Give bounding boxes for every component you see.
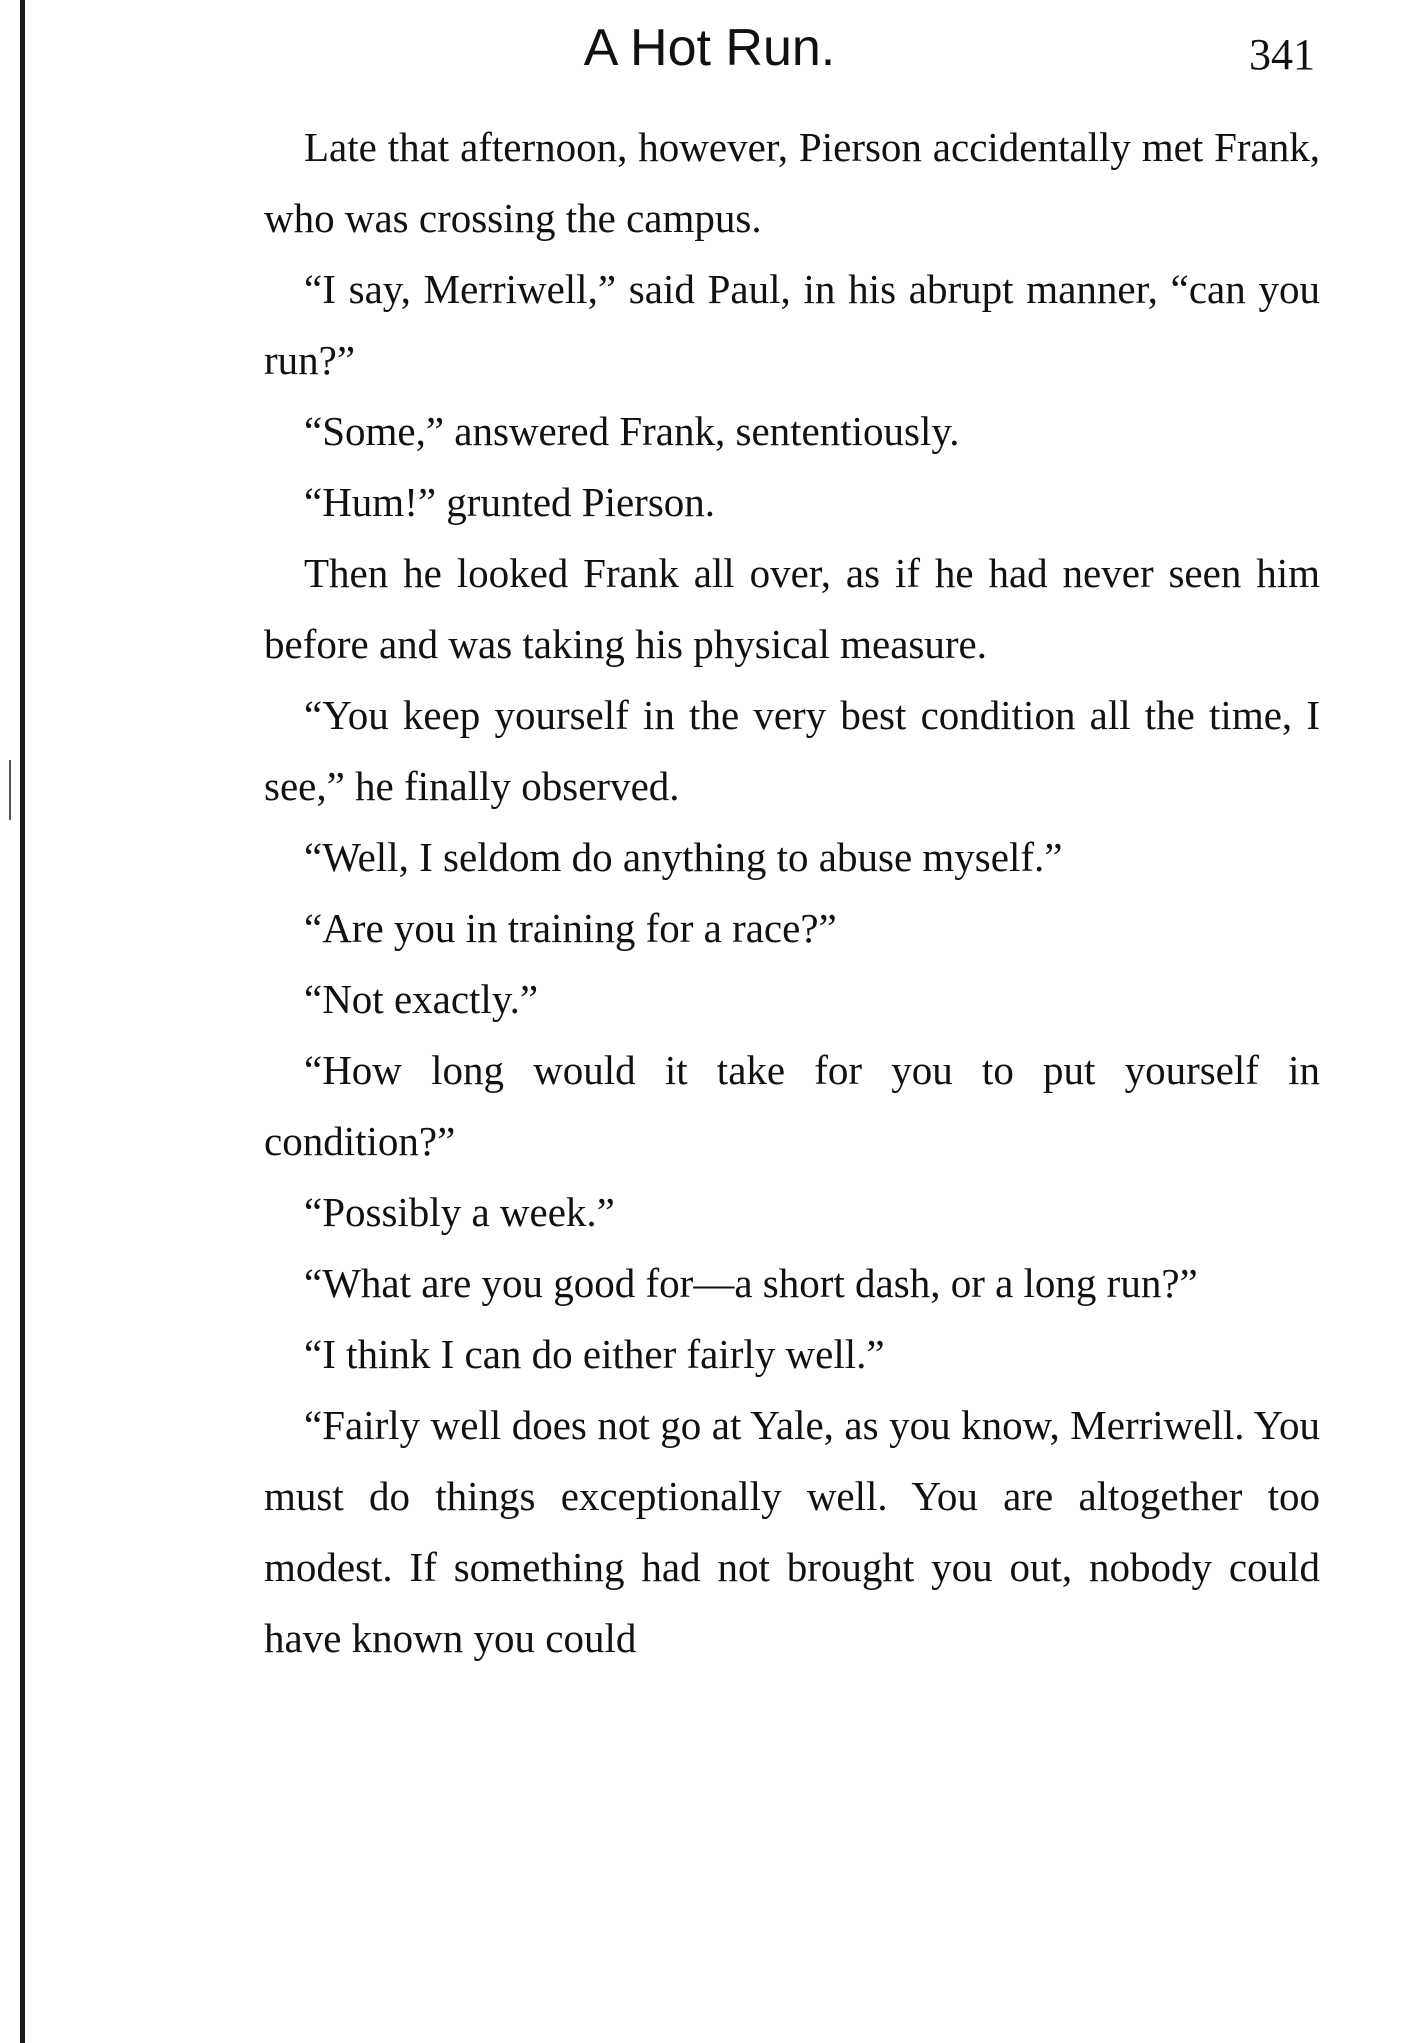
paragraph: “Not exactly.” — [304, 976, 539, 1022]
page-number: 341 — [1249, 30, 1315, 79]
paragraph: “Hum!” grunted Pierson. — [304, 479, 716, 525]
paragraph: Then he looked Frank all over, as if he had never seen him before and was taking his physical measure. — [264, 550, 1320, 667]
running-title: A Hot Run. — [583, 19, 836, 77]
paragraph: “Some,” answered Frank, sententiously. — [304, 408, 960, 454]
paragraph: “Are you in training for a race?” — [304, 905, 837, 951]
paragraph: “What are you good for—a short dash, or a long run?” — [304, 1260, 1198, 1306]
paragraph: “You keep yourself in the very best condition all the time, I see,” he finally observed. — [264, 692, 1320, 809]
paragraph: “I think I can do either fairly well.” — [304, 1331, 885, 1377]
paragraph: “How long would it take for you to put yourself in condition?” — [264, 1047, 1320, 1164]
page-header — [0, 8, 1419, 78]
body-text — [264, 112, 1320, 1674]
page-binding-mark — [9, 760, 11, 820]
paragraph: “Possibly a week.” — [304, 1189, 615, 1235]
paragraph: “I say, Merriwell,” said Paul, in his abrupt manner, “can you run?” — [264, 266, 1320, 383]
paragraph: “Well, I seldom do anything to abuse myself.” — [304, 834, 1063, 880]
page-binding-edge — [20, 0, 25, 2043]
paragraph: “Fairly well does not go at Yale, as you know, Merriwell. You must do things exceptionally well. You are altogether too modest. If something had not brought you out, nobody could have known you could — [264, 1402, 1320, 1661]
paragraph: Late that afternoon, however, Pierson accidentally met Frank, who was crossing the campus. — [264, 124, 1320, 241]
